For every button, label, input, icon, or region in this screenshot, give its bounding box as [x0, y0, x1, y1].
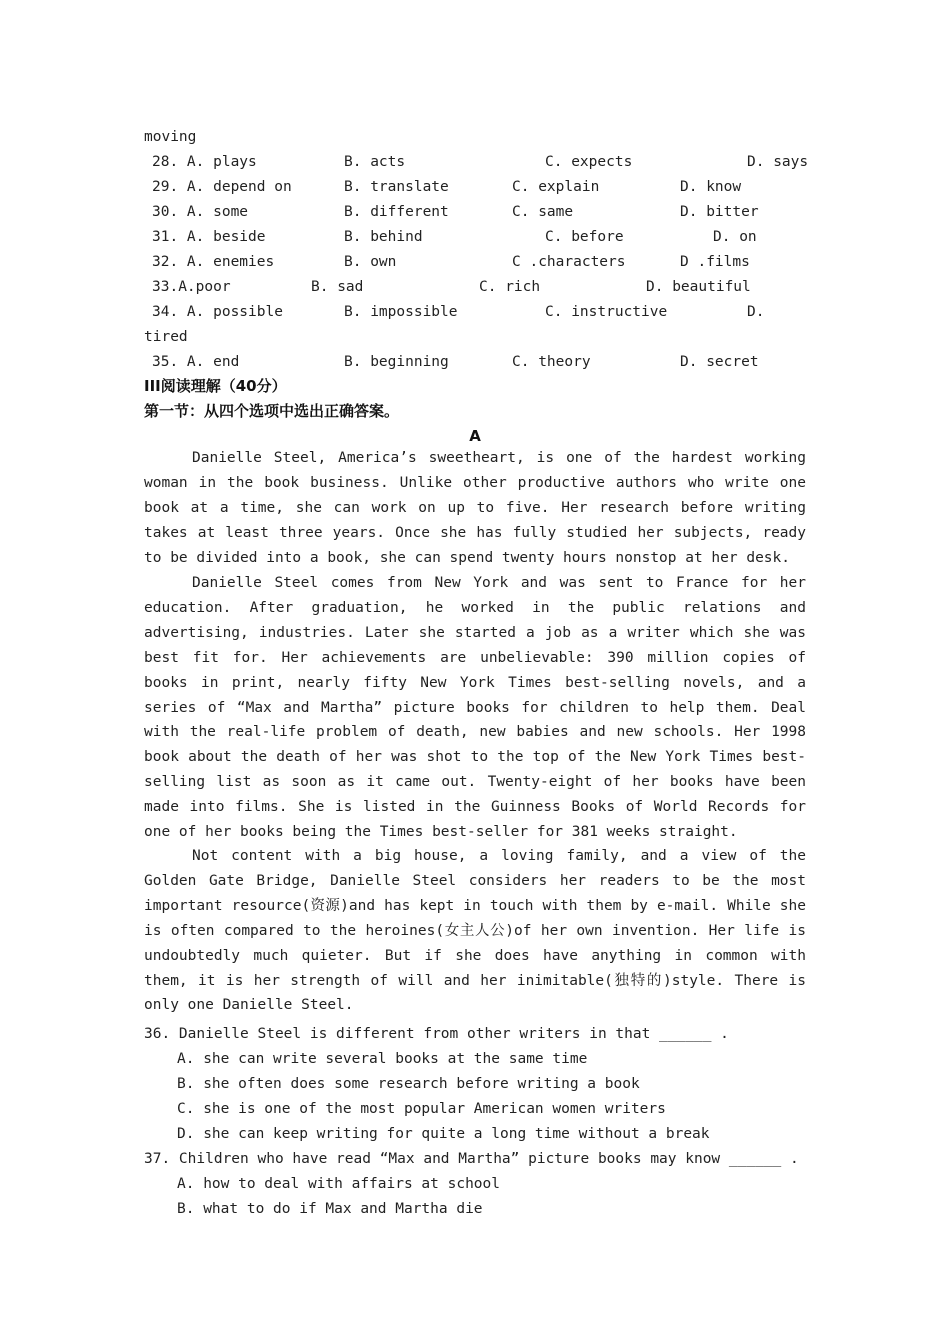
cloze-29-c: C. explain [512, 179, 600, 195]
cloze-35-a: 35. A. end [152, 354, 240, 370]
cloze-32-a: 32. A. enemies [152, 254, 275, 270]
passage-paragraph-1: Danielle Steel, America’s sweetheart, is one of the hardest working woman in the book business. Unlike other productive authors who write one book at a time, she can work on up to five. Her research before writing takes at least three years. Once she has fully studied her subjects, ready to be divided into a book, she can spend twenty hours nonstop at her desk. [144, 450, 806, 566]
question-37-option-a: A. how to deal with affairs at school [177, 1176, 501, 1192]
question-36-option-d: D. she can keep writing for quite a long time without a break [177, 1126, 710, 1142]
cloze-30-c: C. same [512, 204, 574, 220]
cloze-29-b: B. translate [344, 179, 449, 195]
cloze-34-d: D. [747, 304, 765, 320]
cloze-35-b: B. beginning [344, 354, 449, 370]
cloze-31-d: D. on [713, 229, 757, 245]
cloze-35-c: C. theory [512, 354, 591, 370]
cloze-32-d: D .films [680, 254, 750, 270]
cloze-31-a: 31. A. beside [152, 229, 266, 245]
cloze-30-d: D. bitter [680, 204, 759, 220]
question-37-stem: 37. Children who have read “Max and Martha” picture books may know ______ . [144, 1151, 799, 1167]
cloze-33-a: 33.A.poor [152, 279, 231, 295]
passage-paragraph-3: Not content with a big house, a loving family, and a view of the Golden Gate Bridge, Danielle Steel considers her readers to be the most important resource(资源)and has kept in touch with them by e-mail. While she is often compared to the heroines(女主人公)of her own invention. Her life is undoubtedly much quieter. But if she does have anything in common with them, it is her strength of will and her inimitable(独特的)style. There is only one Danielle Steel. [144, 848, 806, 1014]
cloze-35-d: D. secret [680, 354, 759, 370]
cloze-33-d: D. beautiful [646, 279, 751, 295]
cloze-28-c: C. expects [545, 154, 633, 170]
cloze-29-d: D. know [680, 179, 742, 195]
question-36-option-a: A. she can write several books at the same time [177, 1051, 588, 1067]
cloze-34-c: C. instructive [545, 304, 668, 320]
cloze-34-d-wrap: tired [144, 329, 188, 345]
cloze-33-b: B. sad [311, 279, 364, 295]
question-36-option-b: B. she often does some research before writing a book [177, 1076, 640, 1092]
cloze-28-a: 28. A. plays [152, 154, 257, 170]
cloze-34-b: B. impossible [344, 304, 458, 320]
passage-paragraph-2: Danielle Steel comes from New York and was sent to France for her education. After graduation, he worked in the public relations and advertising, industries. Later she started a job as a writer which she was best fit for. Her achievements are unbelievable: 390 million copies of books in print, nearly fifty New York Times best-selling novels, and a series of “Max and Martha” picture books for children to help them. Deal with the real-life problem of death, new babies and new schools. Her 1998 book about the death of her was shot to the top of the New York Times best-selling list as soon as it came out. Twenty-eight of her books have been made into films. She is listed in the Guinness Books of World Records for one of her books being the Times best-seller for 381 weeks straight. [144, 575, 806, 841]
question-36-option-c: C. she is one of the most popular American women writers [177, 1101, 666, 1117]
section-subtitle: 第一节：从四个选项中选出正确答案。 [144, 402, 400, 420]
cloze-30-b: B. different [344, 204, 449, 220]
passage-label: A [469, 427, 481, 445]
question-36-stem: 36. Danielle Steel is different from other writers in that ______ . [144, 1026, 729, 1042]
cloze-30-a: 30. A. some [152, 204, 249, 220]
cloze-33-c: C. rich [479, 279, 541, 295]
cloze-28-d: D. says [747, 154, 809, 170]
cloze-32-b: B. own [344, 254, 397, 270]
cloze-31-c: C. before [545, 229, 624, 245]
cloze-29-a: 29. A. depend on [152, 179, 292, 195]
cloze-28-b: B. acts [344, 154, 406, 170]
top-fragment: moving [144, 129, 197, 145]
question-37-option-b: B. what to do if Max and Martha die [177, 1201, 483, 1217]
cloze-32-c: C .characters [512, 254, 626, 270]
cloze-31-b: B. behind [344, 229, 423, 245]
section-title: III阅读理解（40分） [144, 377, 287, 395]
cloze-34-a: 34. A. possible [152, 304, 283, 320]
